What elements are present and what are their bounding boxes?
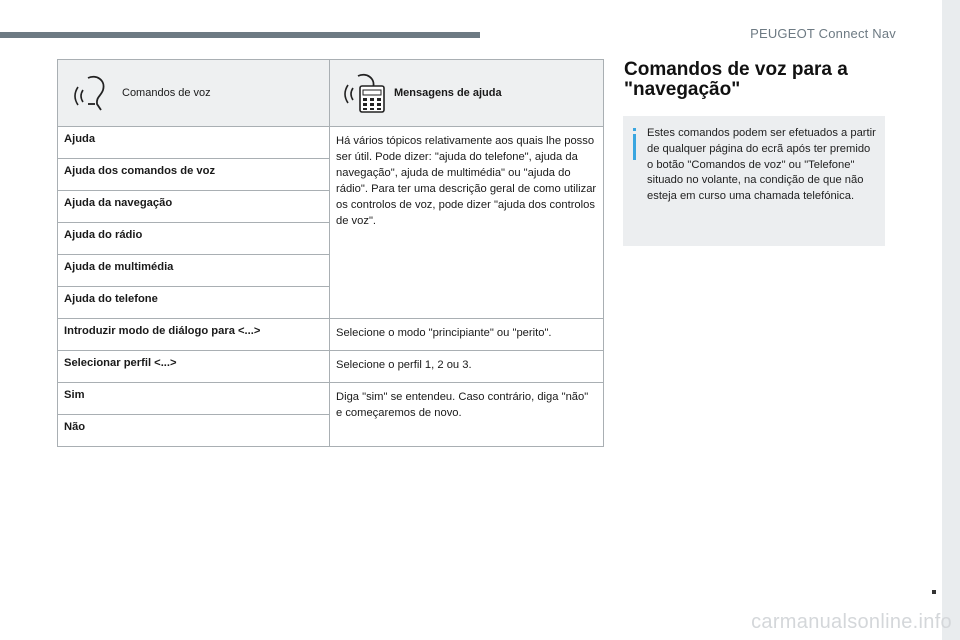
command-cell <box>58 159 330 191</box>
command-cell <box>58 351 330 383</box>
answer-text: Diga "sim" se entendeu. Caso contrário, diga "não" e começaremos de novo. <box>336 391 589 419</box>
voice-command-icon <box>70 70 116 116</box>
answer-text: Selecione o perfil 1, 2 ou 3. <box>336 359 472 371</box>
info-icon-bar <box>633 134 636 160</box>
header-cell-messages <box>330 60 604 127</box>
answer-text: Selecione o modo "principiante" ou "perito". <box>336 327 552 339</box>
answer-cell <box>330 383 604 447</box>
table-row <box>58 319 604 351</box>
header-bar <box>0 32 480 38</box>
answer-text: Há vários tópicos relativamente aos quais lhe posso ser útil. Pode dizer: "ajuda do telefone", ajuda da navegação", ajuda de multimédia" ou "ajuda do rádio". Para ter uma descrição geral de como utilizar os controlos de voz, pode dizer "ajuda dos controlos de voz". <box>336 135 597 227</box>
info-text: Estes comandos podem ser efetuados a partir de qualquer página do ecrã após ter premido o botão "Comandos de voz" ou "Telefone" situado no volante, na condição de que não esteja em curso uma chamada telefónica. <box>647 127 876 203</box>
command-cell <box>58 191 330 223</box>
answer-cell <box>330 127 604 319</box>
command-cell <box>58 415 330 447</box>
brand-label: PEUGEOT Connect Nav <box>750 26 896 41</box>
table-row <box>58 127 604 159</box>
answer-cell <box>330 351 604 383</box>
voice-help-table <box>57 59 604 447</box>
table-header-row <box>58 60 604 127</box>
section-title: Comandos de voz para a "navegação" <box>624 59 848 100</box>
info-icon <box>633 128 636 131</box>
watermark: carmanualsonline.info <box>751 611 952 633</box>
command-cell <box>58 255 330 287</box>
table-row <box>58 383 604 415</box>
command-cell <box>58 127 330 159</box>
command-selecionar-perfil: Selecionar perfil <...> <box>64 357 177 369</box>
table-row <box>58 351 604 383</box>
command-cell <box>58 223 330 255</box>
command-modo-dialogo: Introduzir modo de diálogo para <...> <box>64 325 261 337</box>
answer-cell <box>330 319 604 351</box>
command-cell <box>58 287 330 319</box>
command-ajuda: Ajuda <box>64 133 96 145</box>
command-ajuda-radio: Ajuda do rádio <box>64 229 143 241</box>
command-sim: Sim <box>64 389 85 401</box>
command-ajuda-comandos-voz: Ajuda dos comandos de voz <box>64 165 216 177</box>
command-cell <box>58 319 330 351</box>
command-ajuda-telefone: Ajuda do telefone <box>64 293 158 305</box>
command-ajuda-navegacao: Ajuda da navegação <box>64 197 173 209</box>
page-edge-stripe <box>942 0 960 640</box>
info-box <box>623 116 885 246</box>
header-cell-commands <box>58 60 330 127</box>
command-cell <box>58 383 330 415</box>
header-messages-label: Mensagens de ajuda <box>394 87 502 99</box>
help-message-icon <box>342 70 388 116</box>
command-nao: Não <box>64 421 86 433</box>
page-marker <box>932 590 936 594</box>
header-commands-label: Comandos de voz <box>122 87 211 99</box>
command-ajuda-multimedia: Ajuda de multimédia <box>64 261 174 273</box>
